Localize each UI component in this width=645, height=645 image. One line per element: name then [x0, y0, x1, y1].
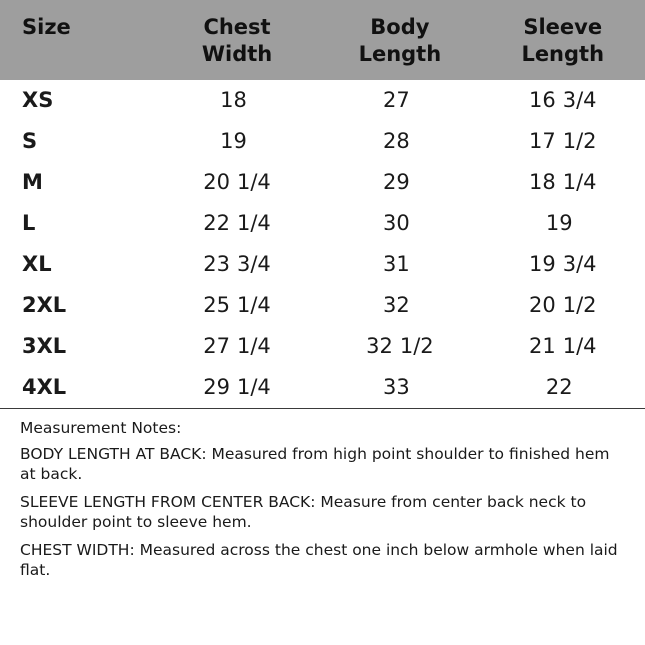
- cell-chest-whole: 23: [203, 252, 230, 277]
- table-row: [0, 203, 645, 244]
- cell-body-whole: 30: [383, 211, 410, 236]
- cell-chest-whole: 22: [203, 211, 230, 236]
- note-sleeve-length-text: Measure from center back neck to shoulder point to sleeve hem.: [20, 492, 587, 532]
- cell-chest-width: [155, 293, 319, 317]
- table-header-row: [0, 0, 645, 80]
- cell-chest-width: [155, 129, 319, 153]
- column-header-chest-line1: Chest: [203, 15, 271, 39]
- cell-chest-whole: 18: [220, 88, 247, 113]
- cell-sleeve-whole: 20: [528, 293, 556, 318]
- table-row: [0, 367, 645, 408]
- cell-sleeve-length: [481, 375, 645, 399]
- note-body-length: [20, 444, 629, 485]
- cell-chest-width: [155, 170, 319, 194]
- cell-chest-fraction: 1/4: [237, 293, 271, 318]
- column-header-chest-line2: Width: [201, 41, 273, 66]
- column-header-sleeve-line2: Length: [521, 41, 605, 66]
- cell-size: 2XL: [22, 293, 67, 318]
- cell-sleeve-whole: 22: [545, 375, 573, 400]
- cell-sleeve-length: [481, 88, 645, 112]
- column-header-sleeve-line1: Sleeve: [523, 15, 603, 39]
- column-header-body-line2: Length: [358, 41, 442, 66]
- table-row: [0, 326, 645, 367]
- cell-sleeve-fraction: 3/4: [562, 252, 597, 277]
- note-sleeve-length-lead: SLEEVE LENGTH FROM CENTER BACK:: [20, 492, 316, 511]
- cell-size: S: [22, 129, 38, 154]
- cell-body-length: [319, 129, 480, 153]
- cell-sleeve-whole: 17: [528, 129, 556, 154]
- cell-chest-whole: 20: [203, 170, 230, 195]
- cell-sleeve-fraction: 1/2: [562, 129, 597, 154]
- cell-sleeve-fraction: 1/4: [562, 334, 597, 359]
- cell-body-length: [319, 375, 480, 399]
- note-body-length-lead: BODY LENGTH AT BACK:: [20, 444, 207, 463]
- cell-chest-width: [155, 375, 319, 399]
- cell-chest-fraction: 3/4: [237, 252, 271, 277]
- cell-sleeve-whole: 18: [528, 170, 556, 195]
- column-header-size-line1: Size: [22, 15, 71, 39]
- cell-body-whole: 29: [383, 170, 410, 195]
- cell-body-whole: 33: [383, 375, 410, 400]
- cell-sleeve-fraction: 1/2: [562, 293, 597, 318]
- column-header-chest-width: [155, 14, 319, 68]
- cell-chest-whole: 25: [203, 293, 230, 318]
- note-body-length-text: Measured from high point shoulder to finished hem at back.: [20, 444, 610, 484]
- column-header-size: [0, 14, 155, 68]
- cell-size: 3XL: [22, 334, 67, 359]
- cell-sleeve-length: [481, 293, 645, 317]
- cell-body-length: [319, 170, 480, 194]
- cell-chest-fraction: 1/4: [237, 334, 271, 359]
- cell-body-length: [319, 211, 480, 235]
- cell-chest-width: [155, 211, 319, 235]
- column-header-body-line1: Body: [370, 15, 430, 39]
- cell-body-whole: 27: [383, 88, 410, 113]
- cell-body-whole: 32: [366, 334, 393, 359]
- cell-chest-fraction: 1/4: [237, 170, 271, 195]
- note-chest-width-lead: CHEST WIDTH:: [20, 540, 135, 559]
- cell-size: XL: [22, 252, 52, 277]
- cell-body-length: [319, 293, 480, 317]
- cell-size: M: [22, 170, 43, 195]
- table-row: [0, 244, 645, 285]
- cell-body-length: [319, 252, 480, 276]
- measurement-notes: [0, 409, 645, 581]
- cell-sleeve-whole: 16: [528, 88, 556, 113]
- cell-body-fraction: 1/2: [399, 334, 434, 359]
- cell-chest-width: [155, 334, 319, 358]
- column-header-body-length: [319, 14, 480, 68]
- cell-chest-width: [155, 88, 319, 112]
- cell-sleeve-whole: 21: [528, 334, 556, 359]
- cell-chest-whole: 27: [203, 334, 230, 359]
- cell-sleeve-length: [481, 252, 645, 276]
- notes-title: Measurement Notes:: [20, 418, 182, 437]
- cell-chest-fraction: 1/4: [237, 211, 271, 236]
- cell-sleeve-length: [481, 129, 645, 153]
- cell-size: L: [22, 211, 36, 236]
- size-table-body: [0, 80, 645, 408]
- cell-sleeve-length: [481, 334, 645, 358]
- cell-chest-whole: 29: [203, 375, 230, 400]
- cell-sleeve-length: [481, 170, 645, 194]
- table-row: [0, 285, 645, 326]
- cell-sleeve-length: [481, 211, 645, 235]
- table-row: [0, 80, 645, 121]
- cell-body-whole: 31: [383, 252, 410, 277]
- column-header-sleeve-length: [481, 14, 645, 68]
- note-chest-width-text: Measured across the chest one inch below armhole when laid flat.: [20, 540, 618, 580]
- table-row: [0, 121, 645, 162]
- cell-chest-width: [155, 252, 319, 276]
- cell-body-length: [319, 334, 480, 358]
- cell-chest-fraction: 1/4: [237, 375, 271, 400]
- cell-body-whole: 32: [383, 293, 410, 318]
- cell-body-whole: 28: [383, 129, 410, 154]
- cell-sleeve-whole: 19: [545, 211, 573, 236]
- note-chest-width: [20, 540, 629, 581]
- cell-chest-whole: 19: [220, 129, 247, 154]
- cell-size: XS: [22, 88, 54, 113]
- table-row: [0, 162, 645, 203]
- note-sleeve-length: [20, 492, 629, 533]
- cell-size: 4XL: [22, 375, 67, 400]
- cell-sleeve-whole: 19: [528, 252, 556, 277]
- cell-body-length: [319, 88, 480, 112]
- cell-sleeve-fraction: 1/4: [562, 170, 597, 195]
- cell-sleeve-fraction: 3/4: [562, 88, 597, 113]
